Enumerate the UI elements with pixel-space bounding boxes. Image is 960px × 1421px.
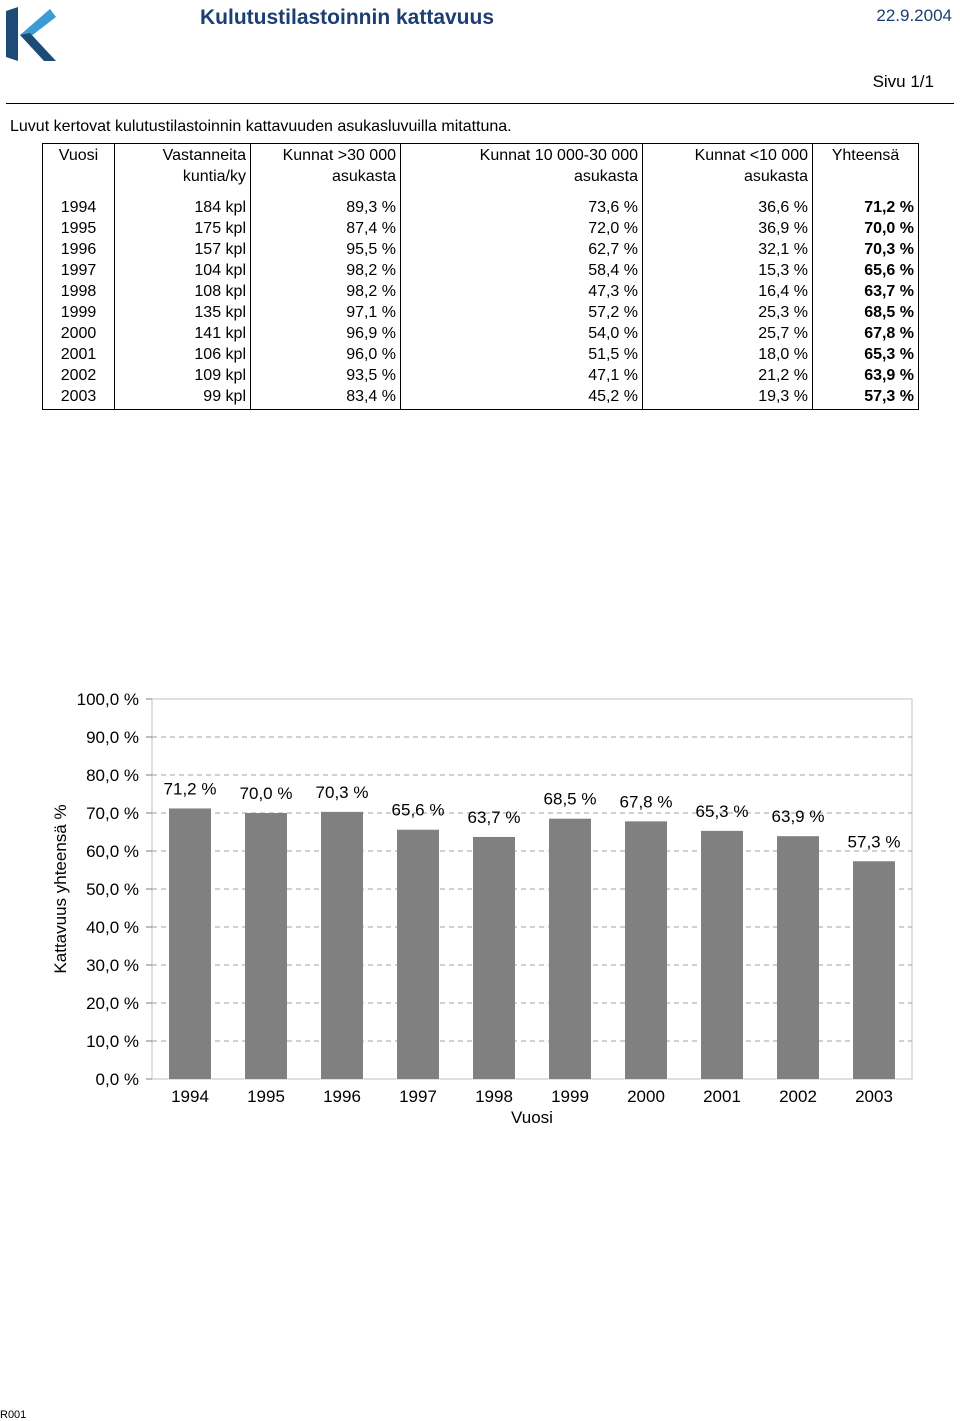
data-label: 68,5 % xyxy=(543,789,597,809)
table-cell: 67,8 % xyxy=(864,325,914,342)
table-body xyxy=(43,193,919,410)
col-header-medium-municipalities: Kunnat 10 000-30 000 asukasta xyxy=(401,144,643,194)
table-cell: 108 kpl xyxy=(115,281,251,302)
table-cell: 70,3 % xyxy=(864,241,914,258)
data-label: 70,0 % xyxy=(239,784,293,803)
table-row xyxy=(43,323,919,344)
table-cell: 87,4 % xyxy=(251,218,401,239)
y-tick-label: 80,0 % xyxy=(86,766,139,785)
table-cell: 19,3 % xyxy=(643,386,813,410)
y-tick-label: 70,0 % xyxy=(86,804,139,823)
col-header-large-municipalities: Kunnat >30 000 asukasta xyxy=(251,144,401,194)
y-tick-label: 10,0 % xyxy=(86,1032,139,1051)
table-cell: 51,5 % xyxy=(401,344,643,365)
bar xyxy=(625,821,667,1079)
col-header-total: Yhteensä xyxy=(831,147,900,164)
table-cell: 1994 xyxy=(43,193,115,218)
y-tick-label: 40,0 % xyxy=(86,918,139,937)
document-title: Kulutustilastoinnin kattavuus xyxy=(200,6,495,29)
bar xyxy=(853,861,895,1079)
table-cell: 89,3 % xyxy=(251,193,401,218)
table-cell: 71,2 % xyxy=(864,199,914,216)
y-axis-label: Kattavuus yhteensä % xyxy=(51,804,70,974)
table-row xyxy=(43,239,919,260)
y-tick-label: 0,0 % xyxy=(95,1070,139,1089)
col-header-respondents: Vastanneita kuntia/ky xyxy=(115,144,251,194)
table-cell: 96,0 % xyxy=(251,344,401,365)
table-cell: 104 kpl xyxy=(115,260,251,281)
intro-text: Luvut kertovat kulutustilastoinnin kattavuuden asukasluvuilla mitattuna. xyxy=(10,118,512,135)
table-row xyxy=(43,302,919,323)
table-cell: 1996 xyxy=(43,239,115,260)
table-cell: 96,9 % xyxy=(251,323,401,344)
coverage-table xyxy=(42,143,919,410)
table-cell: 106 kpl xyxy=(115,344,251,365)
table-cell: 25,3 % xyxy=(643,302,813,323)
table-cell: 2002 xyxy=(43,365,115,386)
data-label: 65,3 % xyxy=(695,801,749,821)
table-cell: 62,7 % xyxy=(401,239,643,260)
table-cell: 57,3 % xyxy=(864,388,914,405)
table-cell: 141 kpl xyxy=(115,323,251,344)
data-label: 67,8 % xyxy=(619,792,673,812)
data-label: 63,7 % xyxy=(467,807,521,827)
data-label: 70,3 % xyxy=(315,782,369,802)
table-cell: 47,1 % xyxy=(401,365,643,386)
data-label: 71,2 % xyxy=(163,779,217,799)
table-cell: 2001 xyxy=(43,344,115,365)
table-cell: 98,2 % xyxy=(251,260,401,281)
table-cell: 93,5 % xyxy=(251,365,401,386)
table-cell: 83,4 % xyxy=(251,386,401,410)
table-cell: 97,1 % xyxy=(251,302,401,323)
table-cell: 109 kpl xyxy=(115,365,251,386)
table-cell: 72,0 % xyxy=(401,218,643,239)
y-tick-label: 90,0 % xyxy=(86,728,139,747)
x-tick-label: 1995 xyxy=(247,1087,285,1106)
y-tick-label: 50,0 % xyxy=(86,880,139,899)
table-cell: 68,5 % xyxy=(864,304,914,321)
header-divider xyxy=(6,103,954,104)
table-cell: 32,1 % xyxy=(643,239,813,260)
table-row xyxy=(43,344,919,365)
table-row xyxy=(43,260,919,281)
data-label: 65,6 % xyxy=(391,800,445,820)
table-cell: 25,7 % xyxy=(643,323,813,344)
table-cell: 157 kpl xyxy=(115,239,251,260)
table-row xyxy=(43,193,919,218)
bar xyxy=(397,830,439,1079)
table-cell: 95,5 % xyxy=(251,239,401,260)
table-cell: 63,9 % xyxy=(864,367,914,384)
table-cell: 47,3 % xyxy=(401,281,643,302)
document-date: 22.9.2004 xyxy=(876,6,952,25)
table-cell: 1995 xyxy=(43,218,115,239)
table-cell: 16,4 % xyxy=(643,281,813,302)
table-cell: 1999 xyxy=(43,302,115,323)
data-label: 63,9 % xyxy=(771,807,825,827)
table-cell: 36,9 % xyxy=(643,218,813,239)
table-cell: 73,6 % xyxy=(401,193,643,218)
x-axis-label: Vuosi xyxy=(511,1108,553,1127)
table-cell: 98,2 % xyxy=(251,281,401,302)
x-tick-label: 2002 xyxy=(779,1087,817,1106)
col-header-year: Vuosi xyxy=(43,144,115,194)
bar xyxy=(701,831,743,1079)
bar xyxy=(473,837,515,1079)
table-cell: 2000 xyxy=(43,323,115,344)
y-tick-label: 60,0 % xyxy=(86,842,139,861)
table-cell: 63,7 % xyxy=(864,283,914,300)
y-tick-label: 30,0 % xyxy=(86,956,139,975)
table-cell: 58,4 % xyxy=(401,260,643,281)
coverage-bar-chart xyxy=(0,680,960,1150)
table-cell: 45,2 % xyxy=(401,386,643,410)
table-row xyxy=(43,365,919,386)
data-label: 57,3 % xyxy=(847,832,901,852)
table-header-row xyxy=(43,144,919,194)
table-cell: 65,6 % xyxy=(864,262,914,279)
col-header-small-municipalities: Kunnat <10 000 asukasta xyxy=(643,144,813,194)
x-tick-label: 1998 xyxy=(475,1087,513,1106)
table-cell: 65,3 % xyxy=(864,346,914,363)
bar xyxy=(549,819,591,1079)
bar xyxy=(777,836,819,1079)
x-tick-label: 1994 xyxy=(171,1087,209,1106)
y-tick-label: 100,0 % xyxy=(76,690,139,709)
table-cell: 36,6 % xyxy=(643,193,813,218)
table-row xyxy=(43,218,919,239)
table-cell: 57,2 % xyxy=(401,302,643,323)
table-cell: 18,0 % xyxy=(643,344,813,365)
x-tick-label: 2001 xyxy=(703,1087,741,1106)
page-number: Sivu 1/1 xyxy=(872,72,934,91)
table-cell: 99 kpl xyxy=(115,386,251,410)
x-tick-label: 2003 xyxy=(855,1087,893,1106)
table-cell: 135 kpl xyxy=(115,302,251,323)
table-cell: 70,0 % xyxy=(864,220,914,237)
y-tick-labels xyxy=(77,690,139,1089)
x-tick-label: 2000 xyxy=(627,1087,665,1106)
table-cell: 21,2 % xyxy=(643,365,813,386)
table-cell: 2003 xyxy=(43,386,115,410)
table-row xyxy=(43,386,919,410)
bar xyxy=(169,808,211,1079)
bar xyxy=(245,813,287,1079)
x-tick-labels xyxy=(171,1087,893,1106)
table-cell: 15,3 % xyxy=(643,260,813,281)
x-tick-label: 1999 xyxy=(551,1087,589,1106)
table-cell: 1998 xyxy=(43,281,115,302)
x-tick-label: 1997 xyxy=(399,1087,437,1106)
table-cell: 54,0 % xyxy=(401,323,643,344)
table-cell: 1997 xyxy=(43,260,115,281)
x-tick-label: 1996 xyxy=(323,1087,361,1106)
table-row xyxy=(43,281,919,302)
footer-code: R001 xyxy=(0,1409,27,1421)
table-cell: 175 kpl xyxy=(115,218,251,239)
company-logo xyxy=(6,5,56,63)
bar xyxy=(321,812,363,1079)
y-tick-label: 20,0 % xyxy=(86,994,139,1013)
table-cell: 184 kpl xyxy=(115,193,251,218)
